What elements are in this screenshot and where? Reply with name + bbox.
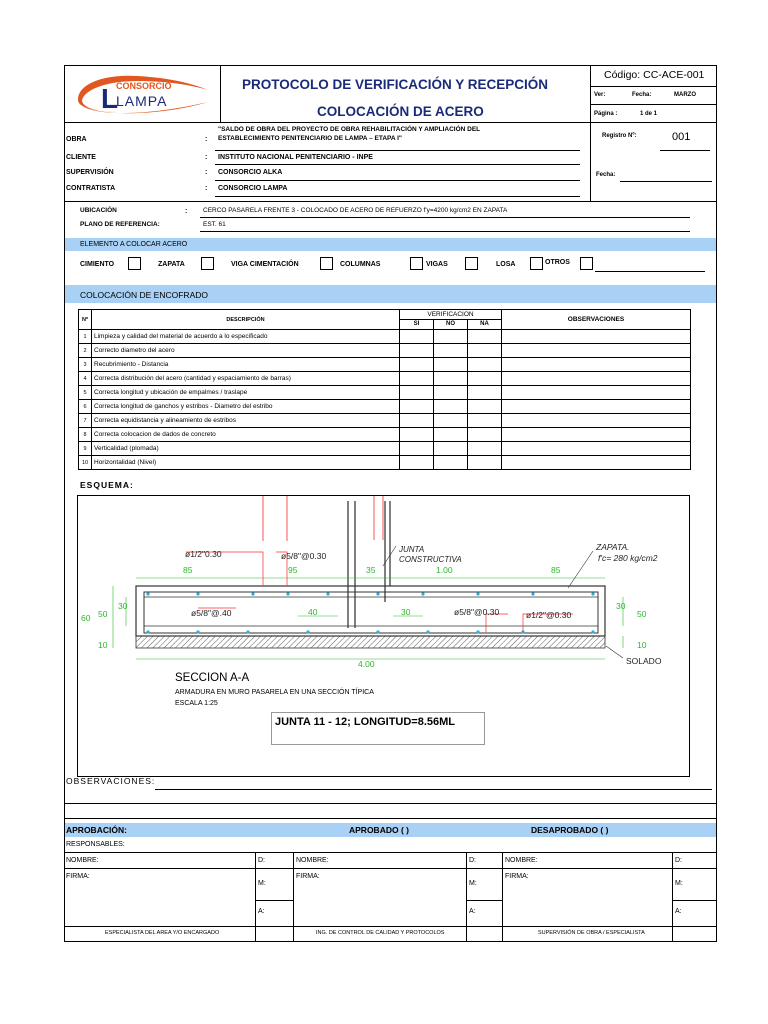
row-no-cell[interactable]: [434, 442, 468, 456]
row-si-cell[interactable]: [400, 442, 434, 456]
row-number: 7: [79, 414, 92, 428]
row-si-cell[interactable]: [400, 358, 434, 372]
firma-label-1: FIRMA:: [66, 873, 90, 880]
cliente-label: CLIENTE: [66, 154, 96, 161]
header-date-value: MARZO: [674, 92, 696, 98]
label-bar4: ø5/8"@0.30: [454, 607, 500, 617]
esquema-label: ESQUEMA:: [80, 480, 134, 490]
row-si-cell[interactable]: [400, 414, 434, 428]
dim-10-right: 10: [637, 640, 647, 650]
observaciones-label: OBSERVACIONES:: [66, 776, 156, 786]
obra-colon: :: [205, 136, 208, 143]
row-si-cell[interactable]: [400, 330, 434, 344]
row-no-cell[interactable]: [434, 456, 468, 470]
row-obs-cell[interactable]: [502, 330, 691, 344]
row-na-cell[interactable]: [468, 344, 502, 358]
row-obs-cell[interactable]: [502, 442, 691, 456]
row-number: 2: [79, 344, 92, 358]
document-code: Código: CC-ACE-001: [604, 69, 705, 81]
row-no-cell[interactable]: [434, 400, 468, 414]
option-viga-label: VIGA CIMENTACIÓN: [231, 261, 299, 268]
m-label-1: M:: [258, 880, 266, 887]
m-label-2: M:: [469, 880, 477, 887]
row-na-cell[interactable]: [468, 386, 502, 400]
row-description: Correcta colocacion de dados de concreto: [92, 428, 400, 442]
label-zapata-2: f'c= 280 kg/cm2: [598, 553, 658, 563]
version-label: Ver:: [594, 92, 606, 98]
row-na-cell[interactable]: [468, 400, 502, 414]
label-bar3: ø5/8"@.40: [191, 608, 232, 618]
cliente-value: INSTITUTO NACIONAL PENITENCIARIO - INPE: [218, 154, 373, 161]
row-obs-cell[interactable]: [502, 456, 691, 470]
row-si-cell[interactable]: [400, 372, 434, 386]
col-desc-header: DESCRIPCIÓN: [92, 310, 400, 330]
encofrado-band-label: COLOCACIÓN DE ENCOFRADO: [80, 290, 208, 300]
row-description: Horizontalidad (Nivel): [92, 456, 400, 470]
row-obs-cell[interactable]: [502, 400, 691, 414]
row-no-cell[interactable]: [434, 428, 468, 442]
d-label-2: D:: [469, 857, 476, 864]
nombre-label-3: NOMBRE:: [505, 857, 538, 864]
row-description: Limpieza y calidad del material de acuerdo a lo especificado: [92, 330, 400, 344]
row-si-cell[interactable]: [400, 456, 434, 470]
option-vigas-label: VIGAS: [426, 261, 448, 268]
dim-85b: 85: [551, 565, 561, 575]
dim-30-left: 30: [118, 601, 128, 611]
label-bar2: ø5/8"@0.30: [281, 551, 327, 561]
a-label-1: A:: [258, 908, 265, 915]
row-number: 1: [79, 330, 92, 344]
supervision-label: SUPERVISIÓN: [66, 169, 114, 176]
row-na-cell[interactable]: [468, 442, 502, 456]
row-no-cell[interactable]: [434, 358, 468, 372]
option-zapata-checkbox[interactable]: [201, 257, 214, 270]
logo-line2: LAMPA: [116, 93, 168, 109]
row-no-cell[interactable]: [434, 330, 468, 344]
option-losa-label: LOSA: [496, 261, 516, 268]
option-cimiento-checkbox[interactable]: [128, 257, 141, 270]
dim-50-right: 50: [637, 609, 647, 619]
row-description: Correcta equidistancia y alineamiento de estribos: [92, 414, 400, 428]
option-viga-checkbox[interactable]: [320, 257, 333, 270]
option-otros-checkbox[interactable]: [580, 257, 593, 270]
row-number: 10: [79, 456, 92, 470]
plano-value: EST. 61: [203, 221, 226, 228]
ubicacion-colon: :: [185, 208, 188, 215]
row-number: 3: [79, 358, 92, 372]
page-label: Página :: [594, 111, 618, 117]
row-obs-cell[interactable]: [502, 344, 691, 358]
col-si-header: SI: [400, 320, 434, 330]
table-row: [79, 330, 691, 344]
dim-30-right: 30: [616, 601, 626, 611]
row-number: 6: [79, 400, 92, 414]
checklist-table: [78, 309, 691, 470]
nombre-label-1: NOMBRE:: [66, 857, 99, 864]
rejected-option[interactable]: DESAPROBADO ( ): [531, 825, 609, 835]
option-columnas-checkbox[interactable]: [410, 257, 423, 270]
obra-label: OBRA: [66, 136, 87, 143]
dim-50-left: 50: [98, 609, 108, 619]
dim-35: 35: [366, 565, 376, 575]
approval-label: APROBACIÓN:: [66, 825, 127, 835]
row-obs-cell[interactable]: [502, 414, 691, 428]
supervision-value: CONSORCIO ALKA: [218, 169, 283, 176]
label-junta-2: CONSTRUCTIVA: [399, 555, 462, 564]
row-description: Verticalidad (plomada): [92, 442, 400, 456]
row-si-cell[interactable]: [400, 400, 434, 414]
row-no-cell[interactable]: [434, 344, 468, 358]
row-na-cell[interactable]: [468, 372, 502, 386]
ubicacion-label: UBICACIÓN: [80, 207, 117, 214]
ubicacion-value: CERCO PASARELA FRENTE 3 - COLOCADO DE ACERO DE REFUERZO f'y=4200 kg/cm2 EN ZAPATA: [203, 207, 508, 214]
form-title: PROTOCOLO DE VERIFICACIÓN Y RECEPCIÓN: [242, 77, 549, 92]
label-junta-1: JUNTA: [399, 545, 425, 554]
registro-date-label: Fecha:: [596, 172, 616, 178]
row-description: Correcto diametro del acero: [92, 344, 400, 358]
section-title: SECCION A-A: [175, 672, 250, 684]
option-otros-label: OTROS: [545, 259, 570, 266]
row-no-cell[interactable]: [434, 372, 468, 386]
row-na-cell[interactable]: [468, 358, 502, 372]
dim-95: 95: [288, 565, 298, 575]
table-row: [79, 456, 691, 470]
row-no-cell[interactable]: [434, 414, 468, 428]
table-row: [79, 358, 691, 372]
table-row: [79, 386, 691, 400]
col-na-header: NA: [468, 320, 502, 330]
table-row: [79, 344, 691, 358]
drawing: [78, 496, 689, 776]
company-logo: [68, 70, 216, 118]
logo-line2-text: L: [101, 83, 119, 114]
form-subtitle: COLOCACIÓN DE ACERO: [317, 104, 484, 119]
table-row: [79, 372, 691, 386]
table-row: [79, 428, 691, 442]
dim-100: 1.00: [436, 565, 453, 575]
row-number: 5: [79, 386, 92, 400]
obra-value-line2: ESTABLECIMIENTO PENITENCIARIO DE LAMPA – ETAPA I": [218, 135, 403, 142]
d-label-1: D:: [258, 857, 265, 864]
dim-30-mid: 30: [401, 607, 411, 617]
logo-line1: CONSORCIO: [116, 81, 172, 91]
row-na-cell[interactable]: [468, 428, 502, 442]
section-caption: ARMADURA EN MURO PASARELA EN UNA SECCIÓN TÍPICA: [175, 689, 374, 696]
table-row: [79, 400, 691, 414]
dim-85a: 85: [183, 565, 193, 575]
row-obs-cell[interactable]: [502, 386, 691, 400]
row-description: Correcta longitud y ubicación de empalmes / traslape: [92, 386, 400, 400]
label-solado: SOLADO: [626, 656, 662, 666]
dim-60: 60: [81, 613, 91, 623]
signature-role-3: SUPERVISIÓN DE OBRA / ESPECIALISTA: [538, 930, 645, 936]
label-bar1: ø1/2"0.30: [185, 549, 222, 559]
contratista-label: CONTRATISTA: [66, 185, 116, 192]
label-zapata-1: ZAPATA.: [596, 542, 630, 552]
plano-label: PLANO DE REFERENCIA:: [80, 221, 160, 228]
contratista-colon: :: [205, 185, 208, 192]
d-label-3: D:: [675, 857, 682, 864]
firma-label-3: FIRMA:: [505, 873, 529, 880]
obra-value-line1: "SALDO DE OBRA DEL PROYECTO DE OBRA REHABILITACIÓN Y AMPLIACIÓN DEL: [218, 126, 481, 133]
header-date-label: Fecha:: [632, 92, 652, 98]
dim-10-left: 10: [98, 640, 108, 650]
junta-box-text: JUNTA 11 - 12; LONGITUD=8.56ML: [275, 716, 456, 728]
table-row: [79, 414, 691, 428]
row-obs-cell[interactable]: [502, 358, 691, 372]
supervision-colon: :: [205, 169, 208, 176]
option-vigas-checkbox[interactable]: [465, 257, 478, 270]
option-losa-checkbox[interactable]: [530, 257, 543, 270]
row-number: 9: [79, 442, 92, 456]
registro-label: Registro Nº:: [602, 133, 637, 139]
row-obs-cell[interactable]: [502, 428, 691, 442]
firma-label-2: FIRMA:: [296, 873, 320, 880]
a-label-3: A:: [675, 908, 682, 915]
col-num-header: Nº: [79, 310, 92, 330]
dim-400: 4.00: [358, 659, 375, 669]
m-label-3: M:: [675, 880, 683, 887]
nombre-label-2: NOMBRE:: [296, 857, 329, 864]
col-obs-header: OBSERVACIONES: [502, 310, 691, 330]
dim-40: 40: [308, 607, 318, 617]
a-label-2: A:: [469, 908, 476, 915]
row-na-cell[interactable]: [468, 330, 502, 344]
col-no-header: NO: [434, 320, 468, 330]
row-si-cell[interactable]: [400, 344, 434, 358]
option-cimiento-label: CIMIENTO: [80, 261, 115, 268]
cliente-colon: :: [205, 154, 208, 161]
section-scale: ESCALA 1:25: [175, 700, 218, 707]
row-na-cell[interactable]: [468, 414, 502, 428]
contratista-value: CONSORCIO LAMPA: [218, 185, 288, 192]
signature-role-1: ESPECIALISTA DEL AREA Y/O ENCARGADO: [105, 930, 220, 936]
page-value: 1 de 1: [640, 111, 658, 117]
solado-slab: [136, 636, 605, 648]
row-description: Correcta longitud de ganchos y estribos - Diametro del estribo: [92, 400, 400, 414]
responsables-label: RESPONSABLES:: [66, 841, 125, 848]
option-zapata-label: ZAPATA: [158, 261, 185, 268]
label-bar5: ø1/2"@0.30: [526, 610, 572, 620]
row-number: 4: [79, 372, 92, 386]
approved-option[interactable]: APROBADO ( ): [349, 825, 409, 835]
row-obs-cell[interactable]: [502, 372, 691, 386]
row-no-cell[interactable]: [434, 386, 468, 400]
table-row: [79, 442, 691, 456]
row-si-cell[interactable]: [400, 386, 434, 400]
registro-value: 001: [672, 131, 691, 143]
signature-role-2: ING. DE CONTROL DE CALIDAD Y PROTOCOLOS: [316, 930, 445, 936]
row-description: Recubrimiento - Distancia: [92, 358, 400, 372]
col-verif-header: VERIFICACION: [400, 310, 502, 320]
row-si-cell[interactable]: [400, 428, 434, 442]
option-columnas-label: COLUMNAS: [340, 261, 381, 268]
row-number: 8: [79, 428, 92, 442]
row-na-cell[interactable]: [468, 456, 502, 470]
elemento-band-label: ELEMENTO A COLOCAR ACERO: [80, 241, 188, 248]
row-description: Correcta distribución del acero (cantidad y espaciamiento de barras): [92, 372, 400, 386]
